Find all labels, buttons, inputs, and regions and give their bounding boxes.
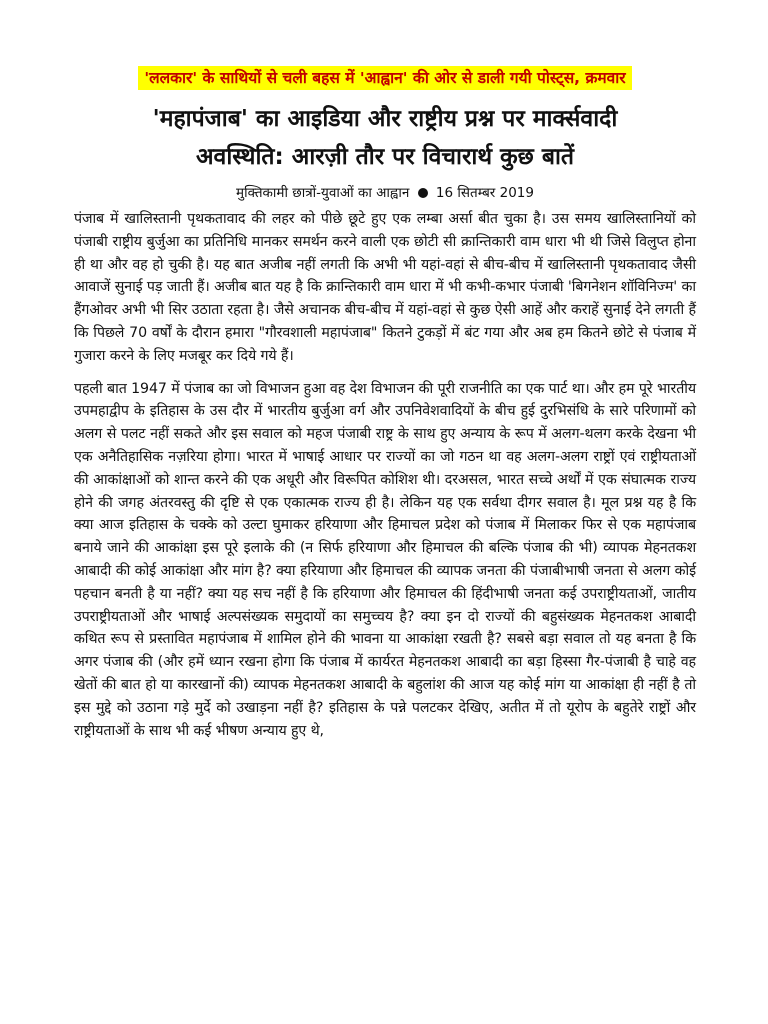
byline [74, 182, 696, 204]
paragraph-2: पहली बात 1947 में पंजाब का जो विभाजन हुआ वह देश विभाजन की पूरी राजनीति का एक पार्ट था। और हम पूरे भारतीय उपमहाद्वीप के इतिहास के उस दौर में भारतीय बुर्जुआ वर्ग और उपनिवेशवादियों के बीच हुई दुरभिसंधि के सारे परिणामों को अलग से पलट नहीं सकते और इस सवाल को महज पंजाबी राष्ट्र के साथ हुए अन्याय के रूप में अलग-थलग करके देखना भी एक अनैतिहासिक नज़रिया होगा। भारत में भाषाई आधार पर राज्यों का जो गठन था वह अलग-अलग राष्ट्रों एवं राष्ट्रीयताओं की आकांक्षाओं को शान्त करने की एक अधूरी और विरूपित कोशिश थी। दरअसल, भारत सच्चे अर्थों में एक संघात्मक राज्य होने की जगह अंतरवस्तु की दृष्टि से एक एकात्मक राज्य ही है। लेकिन यह एक सर्वथा दीगर सवाल है। मूल प्रश्न यह है कि क्या आज इतिहास के चक्के को उल्टा घुमाकर हरियाणा और हिमाचल प्रदेश को पंजाब में मिलाकर फिर से एक महापंजाब बनाये जाने की आकांक्षा इस पूरे इलाके की (न सिर्फ हरियाणा और हिमाचल की बल्कि पंजाब की भी) व्यापक मेहनतकश आबादी की कोई आकांक्षा और मांग है? क्या हरियाणा और हिमाचल की व्यापक जनता की पंजाबीभाषी जनता से अलग कोई पहचान बनती है या नहीं? क्या यह सच नहीं है कि हरियाणा और हिमाचल की हिंदीभाषी जनता कई उपराष्ट्रीयताओं, जातीय उपराष्ट्रीयताओं और भाषाई अल्पसंख्यक समुदायों का समुच्चय है? क्या इन दो राज्यों की बहुसंख्यक मेहनतकश आबादी कथित रूप से प्रस्तावित महापंजाब में शामिल होने की भावना या आकांक्षा रखती है? सबसे बड़ा सवाल तो यह बनता है कि अगर पंजाब की (और हमें ध्यान रखना होगा कि पंजाब में कार्यरत मेहनतकश आबादी का बड़ा हिस्सा गैर-पंजाबी है चाहे वह खेतों की बात हो या कारखानों की) व्यापक मेहनतकश आबादी के बहुलांश की आज यह कोई मांग या आकांक्षा ही नहीं है तो इस मुद्दे को उठाना गड़े मुर्दे को उखाड़ना नहीं है? इतिहास के पन्ने पलटकर देखिए, अतीत में तो यूरोप के बहुतेरे राष्ट्रों और राष्ट्रीयताओं के साथ भी कई भीषण अन्याय हुए थे, [74, 380, 696, 739]
title-line-1: 'महापंजाब' का आइडिया और राष्ट्रीय प्रश्न पर मार्क्सवादी [152, 106, 618, 132]
highlighted-banner: 'ललकार' के साथियों से चली बहस में 'आह्वान' की ओर से डाली गयी पोस्ट्स, क्रमवार [138, 66, 631, 90]
banner-wrap [74, 66, 696, 90]
article-title [74, 100, 696, 176]
byline-date: 16 सितम्बर 2019 [435, 185, 534, 201]
bullet-dot-icon [418, 188, 428, 198]
paragraph-1: पंजाब में खालिस्तानी पृथकतावाद की लहर को पीछे छूटे हुए एक लम्बा अर्सा बीत चुका है। उस समय खालिस्तानियों को पंजाबी राष्ट्रीय बुर्जुआ का प्रतिनिधि मानकर समर्थन करने वाली एक छोटी सी क्रान्तिकारी वाम धारा भी थी जिसे विलुप्त होना ही था और वह हो चुकी है। यह बात अजीब नहीं लगती कि अभी भी यहां-वहां से बीच-बीच में खालिस्तानी पृथकतावाद जैसी आवाजें सुनाई पड़ जाती हैं। अजीब बात यह है कि क्रान्तिकारी वाम धारा में भी कभी-कभार पंजाबी 'बिगनेशन शॉविनिज्म' का हैंगओवर अभी भी सिर उठाता रहता है। जैसे अचानक बीच-बीच में यहां-वहां से कुछ ऐसी आहें और कराहें सुनाई देने लगती हैं कि पिछले 70 वर्षों के दौरान हमारा "गौरवशाली महापंजाब" कितने टुकड़ों में बंट गया और अब हम कितने छोटे से पंजाब में गुजारा करने के लिए मजबूर कर दिये गये हैं। [74, 211, 696, 364]
title-line-2: अवस्थिति: आरज़ी तौर पर विचारार्थ कुछ बातें [195, 144, 575, 170]
byline-author: मुक्तिकामी छात्रों-युवाओं का आह्वान [236, 185, 410, 201]
